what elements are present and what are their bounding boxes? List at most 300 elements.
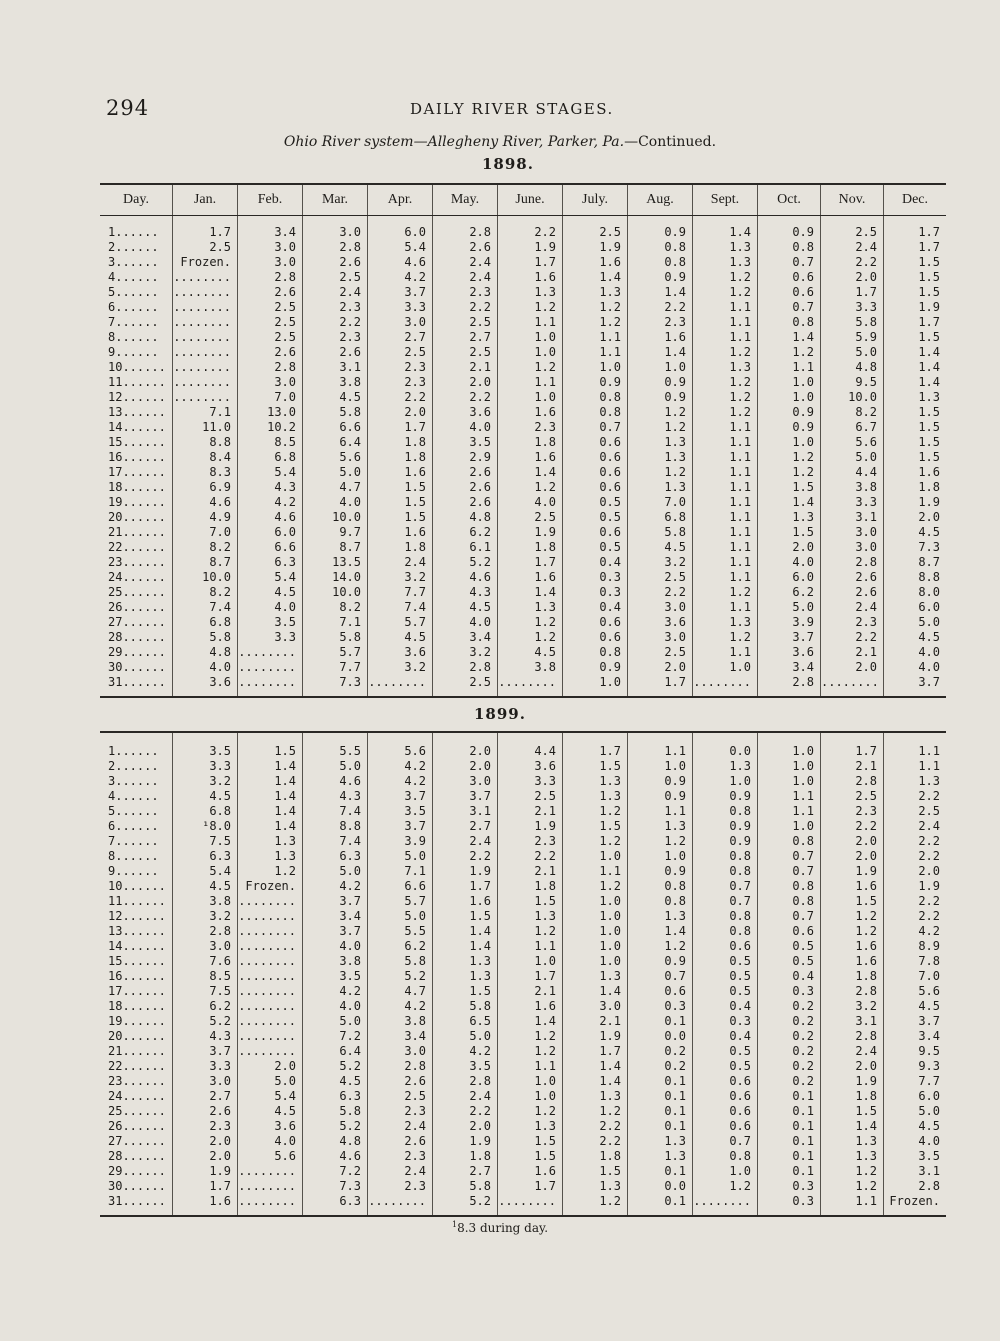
stage-cell: 8.3 xyxy=(173,465,238,480)
stage-cell: 1.5 xyxy=(498,1149,563,1164)
footnote-text: 8.3 during day. xyxy=(457,1221,549,1235)
stage-cell: 7.4 xyxy=(303,834,368,849)
stage-cell: 1.2 xyxy=(628,465,693,480)
stage-cell: 1.0 xyxy=(758,435,821,450)
stage-cell: 5.0 xyxy=(303,759,368,774)
stage-cell: 6.2 xyxy=(433,525,498,540)
day-cell: 18...... xyxy=(100,480,173,495)
stage-cell: 1.4 xyxy=(563,270,628,285)
stage-cell: 2.3 xyxy=(368,375,433,390)
stage-cell: 1.3 xyxy=(918,774,940,788)
stage-cell: 1.3 xyxy=(433,969,498,984)
stage-cell: 0.2 xyxy=(758,999,821,1014)
table-row xyxy=(100,360,946,375)
stage-cell: 4.5 xyxy=(173,789,238,804)
day-cell: 25...... xyxy=(100,585,173,600)
stage-cell: 2.7 xyxy=(433,330,498,345)
stage-cell: 0.9 xyxy=(758,216,821,241)
stage-cell: 3.0 xyxy=(238,375,303,390)
day-cell: 17...... xyxy=(100,465,173,480)
stage-cell: 1.2 xyxy=(693,390,758,405)
stage-cell: 4.0 xyxy=(918,660,940,674)
stage-cell: 0.6 xyxy=(563,450,628,465)
stage-cell: 2.3 xyxy=(821,804,884,819)
stage-cell: 3.6 xyxy=(758,645,821,660)
table-row xyxy=(100,465,946,480)
stage-cell: 8.5 xyxy=(238,435,303,450)
stage-cell: 0.9 xyxy=(563,375,628,390)
stage-cell: 1.3 xyxy=(498,909,563,924)
stage-cell: 1.5 xyxy=(563,759,628,774)
table-row xyxy=(100,1194,946,1216)
stage-cell: 1.1 xyxy=(498,1059,563,1074)
day-cell: 9...... xyxy=(100,345,173,360)
stage-cell: 2.2 xyxy=(563,1134,628,1149)
stage-cell: 1.2 xyxy=(498,630,563,645)
stage-cell: 1.5 xyxy=(918,270,940,284)
stage-cell: 1.2 xyxy=(758,345,821,360)
stage-cell: 3.0 xyxy=(821,540,884,555)
stage-cell: 7.6 xyxy=(173,954,238,969)
stage-cell: 8.2 xyxy=(173,585,238,600)
table-row xyxy=(100,774,946,789)
stage-cell: 2.2 xyxy=(498,849,563,864)
stage-cell: 3.7 xyxy=(368,285,433,300)
stage-cell: 1.1 xyxy=(563,864,628,879)
stage-cell: 4.0 xyxy=(918,1134,940,1148)
stage-cell: 3.0 xyxy=(238,255,303,270)
stage-cell: 1.4 xyxy=(238,759,303,774)
stage-cell: 0.5 xyxy=(693,954,758,969)
stage-cell: 4.4 xyxy=(821,465,884,480)
stage-cell: 1.0 xyxy=(758,759,821,774)
stage-cell: 1.1 xyxy=(563,345,628,360)
stage-cell: 0.8 xyxy=(693,864,758,879)
stage-cell: 5.8 xyxy=(173,630,238,645)
stage-cell: 3.5 xyxy=(433,435,498,450)
table-row xyxy=(100,450,946,465)
stage-cell: 1.4 xyxy=(758,495,821,510)
stage-cell: 1.9 xyxy=(918,495,940,509)
stage-cell: 0.5 xyxy=(693,969,758,984)
stage-cell: 1.2 xyxy=(563,879,628,894)
stage-cell: 0.6 xyxy=(693,939,758,954)
stage-cell: 7.2 xyxy=(303,1164,368,1179)
stage-cell: 1.1 xyxy=(628,804,693,819)
stage-cell: 7.4 xyxy=(303,804,368,819)
stage-cell: 6.0 xyxy=(918,1089,940,1103)
stage-cell: 4.5 xyxy=(303,1074,368,1089)
stage-cell: 6.8 xyxy=(173,615,238,630)
stage-cell: 1.6 xyxy=(498,570,563,585)
stage-cell: 2.2 xyxy=(918,894,940,908)
stage-cell: 8.7 xyxy=(918,555,940,569)
stage-cell: 2.5 xyxy=(303,270,368,285)
stage-cell: 1.9 xyxy=(821,1074,884,1089)
stage-cell: 5.9 xyxy=(821,330,884,345)
stage-cell: 1.2 xyxy=(693,270,758,285)
stage-cell: 3.7 xyxy=(758,630,821,645)
stage-cell: 9.5 xyxy=(821,375,884,390)
stage-cell: 6.2 xyxy=(758,585,821,600)
stage-cell: 1.5 xyxy=(918,450,940,464)
stage-cell: 1.9 xyxy=(498,525,563,540)
stage-cell: 1.7 xyxy=(368,420,433,435)
column-header: Oct. xyxy=(758,184,821,216)
year-heading-1898: 1898. xyxy=(482,155,534,173)
stage-cell: 4.3 xyxy=(238,480,303,495)
stage-cell: 1.9 xyxy=(433,1134,498,1149)
stage-cell: 7.0 xyxy=(238,390,303,405)
stage-cell: 1.2 xyxy=(693,345,758,360)
stage-cell: 1.5 xyxy=(498,894,563,909)
stage-cell: 1.2 xyxy=(758,450,821,465)
stage-cell: 0.6 xyxy=(693,1074,758,1089)
stage-cell: 3.8 xyxy=(303,954,368,969)
stage-cell: 2.8 xyxy=(238,360,303,375)
stage-cell: 5.2 xyxy=(433,1194,498,1216)
stage-cell: 0.5 xyxy=(758,939,821,954)
stage-cell: 2.5 xyxy=(238,300,303,315)
stage-cell: 4.0 xyxy=(918,645,940,659)
stage-cell: 1.3 xyxy=(563,969,628,984)
stage-cell: 1.0 xyxy=(693,1164,758,1179)
table-subtitle xyxy=(0,134,1000,150)
stage-cell: 6.0 xyxy=(368,216,433,241)
stage-cell: 5.8 xyxy=(433,999,498,1014)
stage-cell: 1.1 xyxy=(821,1194,884,1216)
stage-cell: 3.2 xyxy=(368,570,433,585)
table-row xyxy=(100,1044,946,1059)
stage-cell: 0.7 xyxy=(758,849,821,864)
day-cell: 3...... xyxy=(100,255,173,270)
stage-cell: 0.0 xyxy=(628,1029,693,1044)
stage-cell: 2.2 xyxy=(918,789,940,803)
table-row xyxy=(100,1089,946,1104)
stage-cell: 10.0 xyxy=(303,585,368,600)
day-cell: 5...... xyxy=(100,285,173,300)
stage-cell: ........ xyxy=(173,285,238,300)
stage-cell: 0.8 xyxy=(693,849,758,864)
table-row xyxy=(100,270,946,285)
stage-cell: ........ xyxy=(238,660,303,675)
stage-cell: 3.4 xyxy=(918,1029,940,1043)
stage-cell: 4.8 xyxy=(433,510,498,525)
stage-cell: 13.0 xyxy=(238,405,303,420)
stage-cell: 1.6 xyxy=(821,954,884,969)
stage-cell: 1.2 xyxy=(693,585,758,600)
stage-cell: 2.4 xyxy=(821,600,884,615)
stage-cell: 2.5 xyxy=(563,216,628,241)
stage-cell: 1.5 xyxy=(821,894,884,909)
stage-cell: 0.8 xyxy=(628,894,693,909)
stage-cell: 1.3 xyxy=(693,615,758,630)
stage-cell: 3.0 xyxy=(303,216,368,241)
stage-cell: 1.3 xyxy=(693,360,758,375)
stage-cell: 1.3 xyxy=(693,255,758,270)
stage-cell: 1.3 xyxy=(628,480,693,495)
stage-cell: 0.8 xyxy=(758,240,821,255)
table-row xyxy=(100,405,946,420)
stage-cell: 5.0 xyxy=(303,864,368,879)
stage-cell: 13.5 xyxy=(303,555,368,570)
stage-cell: 4.2 xyxy=(368,759,433,774)
stage-cell: 1.3 xyxy=(821,1134,884,1149)
stage-cell: 1.3 xyxy=(563,789,628,804)
stage-cell: 2.3 xyxy=(498,420,563,435)
stage-cell: 0.5 xyxy=(758,954,821,969)
stage-cell: 2.2 xyxy=(433,1104,498,1119)
stage-cell: 1.9 xyxy=(563,1029,628,1044)
stage-cell: 0.8 xyxy=(563,405,628,420)
stage-cell: 4.8 xyxy=(303,1134,368,1149)
year-heading-1899: 1899. xyxy=(474,705,526,723)
stage-cell: 11.0 xyxy=(173,420,238,435)
stage-cell: 8.8 xyxy=(303,819,368,834)
stage-cell: 1.7 xyxy=(498,555,563,570)
day-cell: 26...... xyxy=(100,600,173,615)
table-row xyxy=(100,759,946,774)
stage-cell: 1.1 xyxy=(693,510,758,525)
stage-cell: 10.2 xyxy=(238,420,303,435)
stage-cell: 1.2 xyxy=(693,1179,758,1194)
stage-cell: 0.6 xyxy=(563,435,628,450)
day-cell: 31...... xyxy=(100,1194,173,1216)
stage-cell: ........ xyxy=(238,999,303,1014)
stage-cell: 1.7 xyxy=(498,255,563,270)
stage-cell: 1.6 xyxy=(563,255,628,270)
stage-cell: 5.2 xyxy=(303,1119,368,1134)
stage-cell: 0.8 xyxy=(563,645,628,660)
stage-cell: 1.4 xyxy=(628,345,693,360)
table-row xyxy=(100,525,946,540)
stage-cell: 4.5 xyxy=(173,879,238,894)
stage-cell: 2.5 xyxy=(821,216,884,241)
stage-cell: 4.6 xyxy=(303,1149,368,1164)
stage-cell: 1.9 xyxy=(821,864,884,879)
stage-cell: 1.1 xyxy=(563,330,628,345)
day-cell: 31...... xyxy=(100,675,173,697)
stage-cell: 4.7 xyxy=(368,984,433,999)
stage-cell: 1.6 xyxy=(821,879,884,894)
stage-cell: 1.6 xyxy=(498,450,563,465)
stage-cell: 2.5 xyxy=(173,240,238,255)
stage-cell: 5.8 xyxy=(303,630,368,645)
stage-cell: 3.9 xyxy=(368,834,433,849)
stage-cell: 2.3 xyxy=(173,1119,238,1134)
stage-cell: 1.2 xyxy=(821,924,884,939)
running-title: DAILY RIVER STAGES. xyxy=(410,100,614,118)
stage-cell: 3.2 xyxy=(173,909,238,924)
stage-cell: 8.0 xyxy=(918,585,940,599)
stage-cell: 1.6 xyxy=(498,270,563,285)
table-row xyxy=(100,240,946,255)
stage-cell: 5.8 xyxy=(303,405,368,420)
stage-cell: 1.5 xyxy=(433,984,498,999)
stage-cell: 1.5 xyxy=(368,510,433,525)
stage-cell: 2.2 xyxy=(821,255,884,270)
stage-cell: 0.6 xyxy=(563,480,628,495)
stage-cell: 1.3 xyxy=(433,954,498,969)
stage-cell: 2.6 xyxy=(238,285,303,300)
stage-cell: 0.8 xyxy=(758,315,821,330)
column-header: Dec. xyxy=(884,184,947,216)
stage-cell: 0.1 xyxy=(758,1164,821,1179)
stage-cell: 0.5 xyxy=(563,510,628,525)
stage-cell: 2.0 xyxy=(433,375,498,390)
stage-cell: 0.6 xyxy=(758,924,821,939)
stage-cell: 0.8 xyxy=(693,909,758,924)
stage-cell: 1.7 xyxy=(498,1179,563,1194)
stage-cell: 2.4 xyxy=(368,1164,433,1179)
stage-cell: 1.2 xyxy=(628,420,693,435)
stage-cell: 2.4 xyxy=(918,819,940,833)
river-stage-table-1898 xyxy=(100,183,946,698)
stage-cell: ........ xyxy=(173,345,238,360)
table-row xyxy=(100,495,946,510)
stage-cell: 2.8 xyxy=(433,1074,498,1089)
stage-cell: 5.0 xyxy=(238,1074,303,1089)
stage-cell: 2.5 xyxy=(433,315,498,330)
day-cell: 5...... xyxy=(100,804,173,819)
table-row xyxy=(100,375,946,390)
stage-cell: 0.9 xyxy=(758,420,821,435)
table-row xyxy=(100,849,946,864)
stage-cell: 10.0 xyxy=(303,510,368,525)
stage-cell: 7.1 xyxy=(368,864,433,879)
stage-cell: 1.2 xyxy=(821,909,884,924)
stage-cell: 2.5 xyxy=(368,1089,433,1104)
stage-cell: 0.7 xyxy=(758,255,821,270)
stage-cell: 2.2 xyxy=(433,300,498,315)
stage-cell: ........ xyxy=(238,675,303,697)
stage-cell: 8.4 xyxy=(173,450,238,465)
table-row xyxy=(100,330,946,345)
stage-cell: 1.4 xyxy=(918,375,940,389)
stage-cell: 0.1 xyxy=(758,1119,821,1134)
stage-cell: 0.7 xyxy=(563,420,628,435)
stage-cell: 4.3 xyxy=(433,585,498,600)
day-cell: 22...... xyxy=(100,1059,173,1074)
stage-cell: 6.8 xyxy=(173,804,238,819)
stage-cell: 1.0 xyxy=(563,909,628,924)
stage-cell: 6.6 xyxy=(368,879,433,894)
stage-cell: 3.0 xyxy=(563,999,628,1014)
stage-cell: 2.8 xyxy=(173,924,238,939)
stage-cell: 1.0 xyxy=(498,330,563,345)
stage-cell: 4.5 xyxy=(368,630,433,645)
table-row xyxy=(100,924,946,939)
day-cell: 11...... xyxy=(100,894,173,909)
stage-cell: ........ xyxy=(238,645,303,660)
stage-cell: 0.8 xyxy=(693,924,758,939)
stage-cell: 5.4 xyxy=(368,240,433,255)
stage-cell: 1.1 xyxy=(693,555,758,570)
day-cell: 18...... xyxy=(100,999,173,1014)
stage-cell: 2.6 xyxy=(433,480,498,495)
stage-cell: 1.3 xyxy=(563,285,628,300)
stage-cell: ........ xyxy=(238,909,303,924)
stage-cell: 1.0 xyxy=(563,675,628,697)
day-cell: 27...... xyxy=(100,1134,173,1149)
stage-cell: 2.6 xyxy=(368,1074,433,1089)
stage-cell: 4.2 xyxy=(368,999,433,1014)
stage-cell: 1.8 xyxy=(821,1089,884,1104)
stage-cell: 5.2 xyxy=(173,1014,238,1029)
stage-cell: 3.6 xyxy=(498,759,563,774)
stage-cell: 2.2 xyxy=(433,390,498,405)
stage-cell: 4.2 xyxy=(433,1044,498,1059)
stage-cell: 6.3 xyxy=(303,1194,368,1216)
stage-cell: 3.1 xyxy=(918,1164,940,1178)
stage-cell: ........ xyxy=(238,954,303,969)
stage-cell: 1.3 xyxy=(563,774,628,789)
stage-cell: 3.1 xyxy=(821,510,884,525)
stage-cell: 1.1 xyxy=(693,435,758,450)
day-cell: 21...... xyxy=(100,1044,173,1059)
stage-cell: 8.2 xyxy=(821,405,884,420)
stage-cell: 2.5 xyxy=(821,789,884,804)
table-row xyxy=(100,789,946,804)
table-row xyxy=(100,1104,946,1119)
stage-cell: 1.2 xyxy=(498,480,563,495)
table-row xyxy=(100,420,946,435)
stage-cell: 1.2 xyxy=(238,864,303,879)
stage-cell: 2.2 xyxy=(821,819,884,834)
stage-cell: 3.1 xyxy=(433,804,498,819)
stage-cell: 1.4 xyxy=(238,789,303,804)
stage-cell: 2.6 xyxy=(303,255,368,270)
stage-cell: 6.5 xyxy=(433,1014,498,1029)
stage-cell: 4.5 xyxy=(238,585,303,600)
table-row xyxy=(100,819,946,834)
stage-cell: 1.0 xyxy=(563,894,628,909)
stage-cell: 0.3 xyxy=(758,1194,821,1216)
stage-cell: 5.8 xyxy=(433,1179,498,1194)
stage-cell: 1.3 xyxy=(238,834,303,849)
stage-cell: 0.9 xyxy=(563,660,628,675)
header-row xyxy=(100,184,946,216)
stage-cell: 2.4 xyxy=(303,285,368,300)
stage-cell: 1.8 xyxy=(918,480,940,494)
stage-cell: ........ xyxy=(498,675,563,697)
stage-cell: 1.3 xyxy=(628,909,693,924)
stage-cell: 3.4 xyxy=(238,216,303,241)
stage-cell: 5.2 xyxy=(433,555,498,570)
stage-cell: 14.0 xyxy=(303,570,368,585)
stage-cell: 3.8 xyxy=(821,480,884,495)
stage-cell: 1.4 xyxy=(918,360,940,374)
stage-cell: 1.8 xyxy=(498,435,563,450)
stage-cell: 4.6 xyxy=(173,495,238,510)
stage-cell: 1.9 xyxy=(433,864,498,879)
stage-cell: 1.0 xyxy=(693,660,758,675)
stage-cell: 3.2 xyxy=(173,774,238,789)
river-stage-table-1899 xyxy=(100,731,946,1217)
stage-cell: 10.0 xyxy=(821,390,884,405)
stage-cell: 1.2 xyxy=(563,834,628,849)
stage-cell: 2.0 xyxy=(821,660,884,675)
stage-cell: ........ xyxy=(173,330,238,345)
stage-cell: 4.5 xyxy=(628,540,693,555)
stage-cell: 2.1 xyxy=(821,759,884,774)
stage-cell: 6.8 xyxy=(238,450,303,465)
stage-cell: 1.0 xyxy=(498,1089,563,1104)
stage-cell: 6.6 xyxy=(303,420,368,435)
stage-cell: ........ xyxy=(173,390,238,405)
stage-cell: 3.4 xyxy=(433,630,498,645)
stage-cell: 1.0 xyxy=(563,360,628,375)
